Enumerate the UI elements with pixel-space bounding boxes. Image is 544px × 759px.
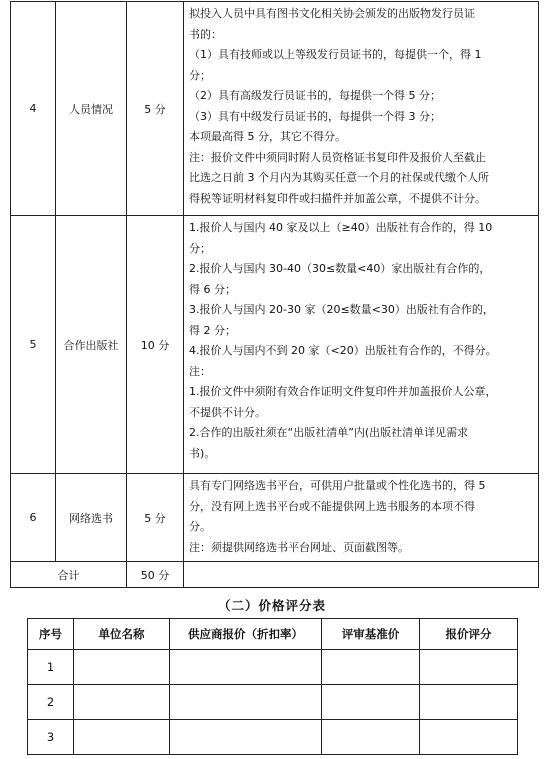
unit-name-cell [74, 650, 170, 685]
supplier-quote-cell [170, 650, 322, 685]
price-score-table [27, 618, 518, 755]
rule-line: 分； [189, 68, 211, 82]
table-row [28, 650, 518, 685]
item-name: 合作出版社 [56, 216, 127, 474]
rule-line: （1）具有技师或以上等级发行员证书的，每提供一个，得 1 [189, 48, 482, 61]
total-row [11, 562, 539, 588]
score-row-4 [11, 2, 539, 216]
score-row-6 [11, 474, 539, 562]
scoring-rule [184, 2, 539, 216]
rule-line: 注：报价文件中须同时附人员资格证书复印件及报价人至截止 [189, 150, 486, 164]
row-number: 4 [11, 2, 56, 216]
rule-line: 得 2 分； [189, 323, 236, 337]
rule-line: 1.报价人与国内 40 家及以上（≥40）出版社有合作的，得 10 [189, 221, 493, 234]
serial-number-cell: 3 [28, 720, 74, 755]
benchmark-price-cell [322, 720, 420, 755]
table-row [28, 685, 518, 720]
rule-line: 注： [189, 364, 211, 378]
quote-score-cell [420, 650, 518, 685]
row-number: 6 [11, 474, 56, 562]
serial-number-cell: 1 [28, 650, 74, 685]
rule-line: 分。 [189, 520, 211, 533]
rule-line: （2）具有高级发行员证书的，每提供一个得 5 分； [189, 89, 441, 102]
scoring-rule [184, 474, 539, 562]
unit-name-cell [74, 720, 170, 755]
quote-score-cell [420, 720, 518, 755]
item-name: 人员情况 [56, 2, 127, 216]
rule-line: 3.报价人与国内 20-30 家（20≤数量<30）出版社有合作的， [189, 303, 494, 316]
rule-line: 4.报价人与国内不到 20 家（<20）出版社有合作的，不得分。 [189, 344, 497, 357]
price-header-row [28, 619, 518, 650]
header-benchmark-price: 评审基准价 [322, 619, 420, 650]
quote-score-cell [420, 685, 518, 720]
price-section-title: （二）价格评分表 [217, 598, 326, 613]
rule-line: 分； [189, 241, 211, 255]
supplier-quote-cell [170, 720, 322, 755]
total-label: 合计 [11, 562, 127, 588]
rule-line: 书)。 [189, 446, 216, 460]
item-score: 10 分 [127, 216, 184, 474]
rule-line: 2.报价人与国内 30-40（30≤数量<40）家出版社有合作的， [189, 262, 491, 275]
benchmark-price-cell [322, 685, 420, 720]
total-score: 50 分 [127, 562, 184, 588]
rule-line: 比选之日前 3 个月内为其购买任意一个月的社保或代缴个人所 [189, 171, 489, 184]
item-score: 5 分 [127, 474, 184, 562]
header-supplier-quote: 供应商报价（折扣率） [170, 619, 322, 650]
benchmark-price-cell [322, 650, 420, 685]
header-quote-score: 报价评分 [420, 619, 518, 650]
supplier-quote-cell [170, 685, 322, 720]
score-row-5 [11, 216, 539, 474]
rule-line: 2.合作的出版社须在“出版社清单”内(出版社清单详见需求 [189, 426, 469, 439]
score-table [10, 1, 539, 588]
rule-line: （3）具有中级发行员证书的，每提供一个得 3 分； [189, 109, 441, 123]
rule-line: 1.报价文件中须附有效合作证明文件复印件并加盖报价人公章， [189, 385, 497, 398]
header-unit-name: 单位名称 [74, 619, 170, 650]
rule-line: 具有专门网络选书平台，可供用户批量或个性化选书的，得 5 [189, 479, 486, 492]
rule-line: 拟投入人员中具有图书文化相关协会颁发的出版物发行员证 [189, 7, 475, 20]
item-name: 网络选书 [56, 474, 127, 562]
rule-line: 注：须提供网络选书平台网址、页面截图等。 [189, 540, 409, 554]
header-serial-number: 序号 [28, 619, 74, 650]
total-empty-cell [184, 562, 539, 588]
rule-line: 分，没有网上选书平台或不能提供网上选书服务的本项不得 [189, 499, 475, 513]
serial-number-cell: 2 [28, 685, 74, 720]
scoring-rule [184, 216, 539, 474]
rule-line: 得 6 分； [189, 282, 236, 296]
row-number: 5 [11, 216, 56, 474]
unit-name-cell [74, 685, 170, 720]
rule-line: 得税等证明材料复印件或扫描件并加盖公章，不提供不计分。 [189, 191, 486, 205]
rule-line: 本项最高得 5 分，其它不得分。 [189, 130, 346, 143]
rule-line: 书的： [189, 27, 222, 41]
rule-line: 不提供不计分。 [189, 405, 266, 419]
item-score: 5 分 [127, 2, 184, 216]
table-row [28, 720, 518, 755]
